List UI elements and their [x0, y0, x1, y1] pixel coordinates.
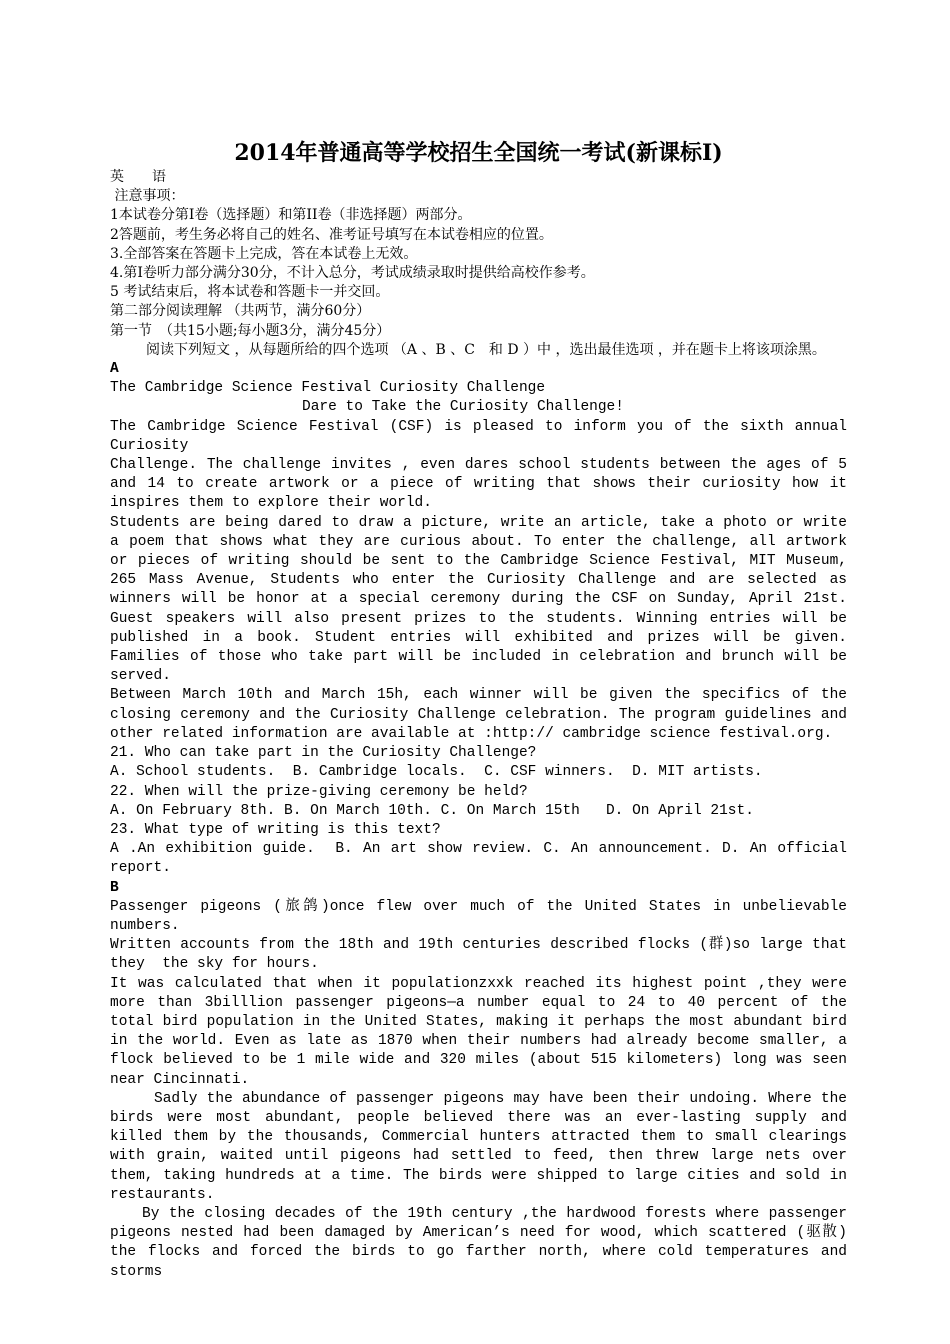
- instructions: 阅读下列短文 ，从每题所给的四个选项 （A 、B 、C 和 D ）中 ，选出最佳选项 ，并在题卡上将该项涂黑。: [146, 341, 826, 358]
- notice-item: 4.第I卷听力部分满分30分，不计入总分，考试成绩录取时提供给高校作参考。: [110, 265, 595, 282]
- notice-item: 5 考试结束后，将本试卷和答题卡一并交回。: [110, 284, 390, 301]
- question-options: A. On February 8th. B. On March 10th. C. On March 15th D. On April 21st.: [110, 802, 754, 819]
- passage-a-paragraph: Challenge. The challenge invites , even dares school students between the ages of 5 and 14 to create artwork or a piece of writing that shows their curiosity how it inspires them to explore their world.: [110, 457, 856, 512]
- section-one-heading: 第一节 （共15小题;每小题3分，满分45分）: [110, 322, 391, 339]
- notice-header: 注意事项：: [110, 188, 185, 205]
- subject-label: 英 语: [110, 169, 166, 185]
- notice-item: 2答题前，考生务必将自己的姓名、准考证号填写在本试卷相应的位置。: [110, 226, 553, 243]
- question: 23. What type of writing is this text?: [110, 821, 441, 838]
- exam-title: 2014年普通高等学校招生全国统一考试(新课标I): [234, 140, 723, 166]
- question-options: A .An exhibition guide. B. An art show review. C. An announcement. D. An official report.: [110, 841, 856, 877]
- passage-b-label: B: [110, 879, 119, 896]
- passage-b-paragraph: Sadly the abundance of passenger pigeons may have been their undoing. Where the birds were most abundant, people believed there was an ever-lasting supply and killed them by the thousands, Commercial hunters attracted them to small clearings with grain, waited until pigeons had settled to feed, then threw large nets over them, taking hundreds at a time. The birds were shipped to large cities and sold in restaurants.: [110, 1090, 856, 1203]
- passage-b-paragraph: Passenger pigeons (旅鸽)once flew over much of the United States in unbelievable numbers.: [110, 898, 856, 934]
- question: 22. When will the prize-giving ceremony be held?: [110, 783, 528, 800]
- notice-item: 3.全部答案在答题卡上完成，答在本试卷上无效。: [110, 245, 418, 262]
- passage-a-subheading: Dare to Take the Curiosity Challenge!: [302, 399, 624, 416]
- passage-a-paragraph: Students are being dared to draw a picture, write an article, take a photo or write a poem that shows what they are curious about. To enter the challenge, all artwork or pieces of writing should be sent to the Cambridge Science Festival, MIT Museum, 265 Mass Avenue, Students who enter the Curiosity Challenge and are selected as winners will be honor at a special ceremony during the CSF on Sunday, April 21st. Guest speakers will also present prizes to the students. Winning entries will be published in a book. Student entries will exhibited and prizes will be given. Families of those who take part will be included in celebration and brunch will be served.: [110, 514, 856, 685]
- passage-a-paragraph: Between March 10th and March 15h, each winner will be given the specifics of the closing ceremony and the Curiosity Challenge celebration. The program guidelines and other related information are available at :http:// cambridge science festival.org.: [110, 687, 856, 742]
- part-two-heading: 第二部分阅读理解 （共两节，满分60分）: [110, 303, 371, 320]
- passage-b-paragraph: By the closing decades of the 19th century ,the hardwood forests where passenger pigeons nested had been damaged by American’s need for wood, which scattered (驱散) the flocks and forced the birds to go farther north, where cold temperatures and storms: [110, 1205, 856, 1280]
- passage-a-paragraph: The Cambridge Science Festival (CSF) is pleased to inform you of the sixth annual Curiosity: [110, 418, 856, 454]
- passage-b-paragraph: It was calculated that when it populationzxxk reached its highest point ,they were more than 3billlion passenger pigeons—a number equal to 24 to 40 percent of the total bird population in the United States, making it perhaps the most abundant bird in the world. Even as late as 1870 when their numbers had already become smaller, a flock believed to be 1 mile wide and 320 miles (about 515 kilometers) long was seen near Cincinnati.: [110, 975, 856, 1088]
- passage-a-heading: The Cambridge Science Festival Curiosity Challenge: [110, 380, 546, 397]
- passage-a-label: A: [110, 361, 119, 378]
- passage-b-paragraph: Written accounts from the 18th and 19th centuries described flocks (群)so large that they the sky for hours.: [110, 937, 856, 973]
- exam-page: [110, 138, 856, 1282]
- question-options: A. School students. B. Cambridge locals. C. CSF winners. D. MIT artists.: [110, 764, 763, 781]
- notice-item: 1本试卷分第I卷（选择题）和第II卷（非选择题）两部分。: [110, 207, 472, 224]
- question: 21. Who can take part in the Curiosity Challenge?: [110, 745, 537, 762]
